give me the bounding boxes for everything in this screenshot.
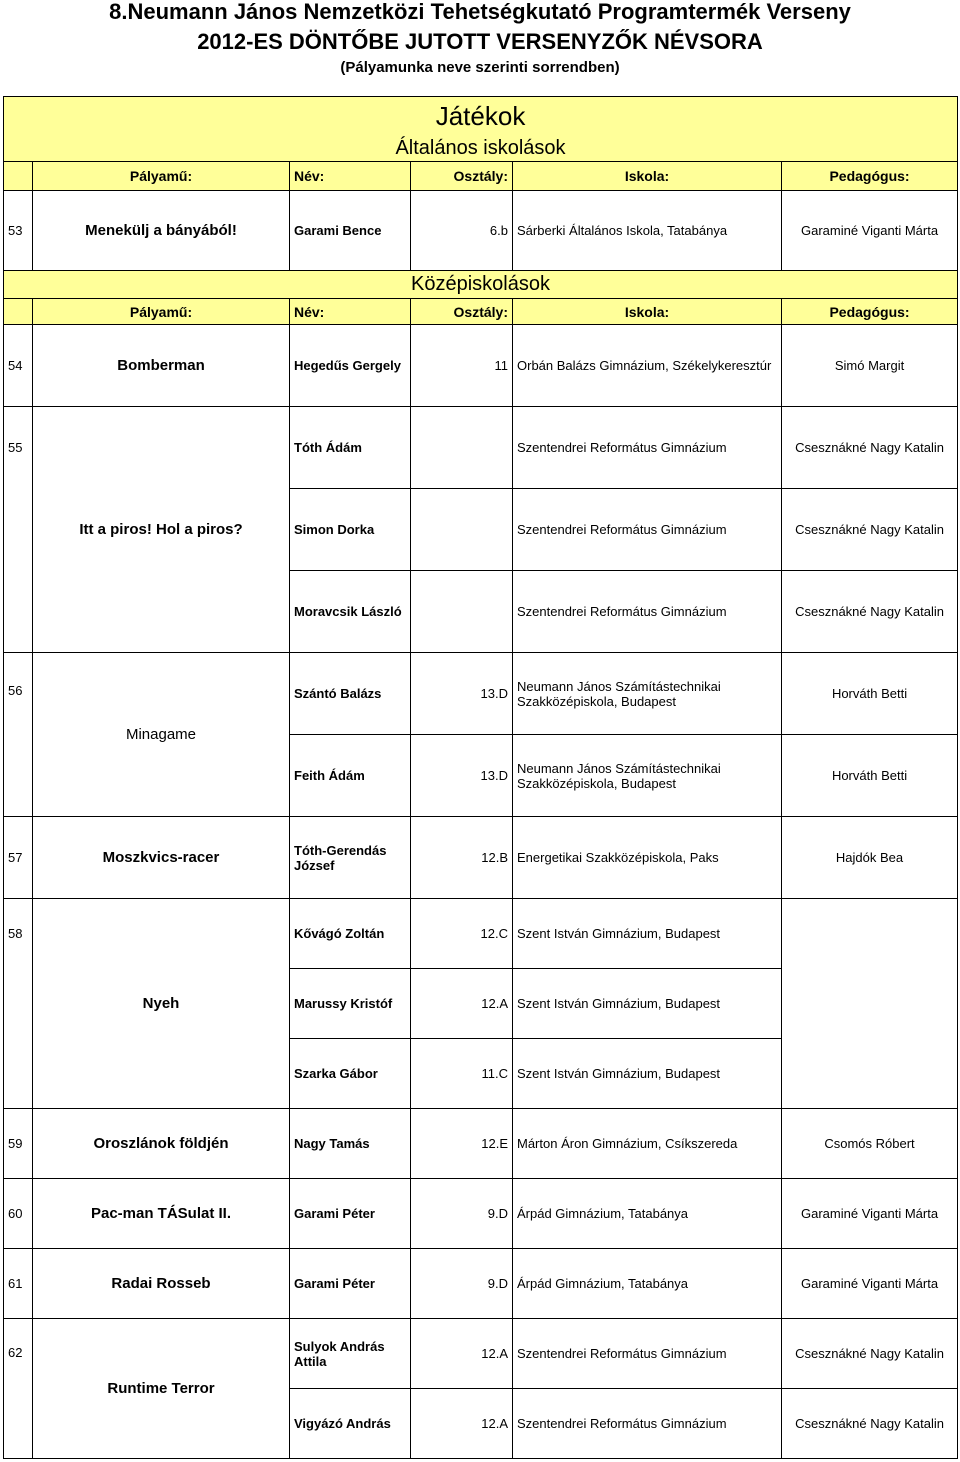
student-class: 9.D	[411, 1249, 513, 1319]
col-header-work: Pályamű:	[33, 299, 290, 325]
page-title: 8.Neumann János Nemzetközi Tehetségkutató Programtermék Verseny	[109, 0, 851, 24]
student-class: 6.b	[411, 191, 513, 271]
teacher-name: Horváth Betti	[782, 653, 958, 735]
teacher-name: Garaminé Viganti Márta	[782, 1179, 958, 1249]
school-name: Árpád Gimnázium, Tatabánya	[513, 1179, 782, 1249]
column-header-row	[4, 162, 958, 191]
school-name: Szent István Gimnázium, Budapest	[513, 969, 782, 1039]
table-row	[4, 1249, 958, 1319]
col-header-work: Pályamű:	[33, 162, 290, 191]
teacher-name: Csesznákné Nagy Katalin	[782, 1389, 958, 1459]
work-title: Moszkvics-racer	[33, 817, 290, 899]
entry-number: 57	[4, 817, 33, 899]
student-name: Szarka Gábor	[290, 1039, 411, 1109]
student-name: Marussy Kristóf	[290, 969, 411, 1039]
school-name: Szentendrei Református Gimnázium	[513, 571, 782, 653]
entry-number: 60	[4, 1179, 33, 1249]
table-row	[4, 325, 958, 407]
school-name: Sárberki Általános Iskola, Tatabánya	[513, 191, 782, 271]
student-class: 11.C	[411, 1039, 513, 1109]
student-class: 12.A	[411, 969, 513, 1039]
student-name: Szántó Balázs	[290, 653, 411, 735]
table-row	[4, 1109, 958, 1179]
student-class: 12.B	[411, 817, 513, 899]
col-header-teacher: Pedagógus:	[782, 299, 958, 325]
student-name: Vigyázó András	[290, 1389, 411, 1459]
table-row	[4, 653, 958, 735]
entry-number: 53	[4, 191, 33, 271]
student-class: 13.D	[411, 735, 513, 817]
student-class: 13.D	[411, 653, 513, 735]
student-name: Hegedűs Gergely	[290, 325, 411, 407]
student-name: Garami Péter	[290, 1179, 411, 1249]
entry-number: 59	[4, 1109, 33, 1179]
table-row	[4, 191, 958, 271]
entry-number: 54	[4, 325, 33, 407]
section-row-secondary	[4, 271, 958, 299]
entry-number: 61	[4, 1249, 33, 1319]
work-title: Menekülj a bányából!	[33, 191, 290, 271]
category-row	[4, 97, 958, 136]
student-name: Sulyok András Attila	[290, 1319, 411, 1389]
table-row	[4, 1039, 958, 1109]
entry-number: 55	[4, 407, 33, 489]
section-row-elementary	[4, 136, 958, 162]
page-note: (Pályamunka neve szerinti sorrendben)	[340, 59, 620, 76]
school-name: Energetikai Szakközépiskola, Paks	[513, 817, 782, 899]
teacher-name: Garaminé Viganti Márta	[782, 1249, 958, 1319]
student-name: Nagy Tamás	[290, 1109, 411, 1179]
school-name: Orbán Balázs Gimnázium, Székelykeresztúr	[513, 325, 782, 407]
school-name: Szent István Gimnázium, Budapest	[513, 899, 782, 969]
section-title-secondary: Középiskolások	[4, 271, 958, 299]
table-row	[4, 969, 958, 1039]
student-class: 9.D	[411, 1179, 513, 1249]
work-title: Runtime Terror	[33, 1319, 290, 1459]
col-header-class: Osztály:	[411, 162, 513, 191]
teacher-name: Csomós Róbert	[782, 1109, 958, 1179]
school-name: Neumann János Számítástechnikai Szakközépiskola, Budapest	[513, 653, 782, 735]
teacher-name: Simó Margit	[782, 325, 958, 407]
table-row	[4, 407, 958, 489]
teacher-name: Garaminé Viganti Márta	[782, 191, 958, 271]
student-class: 12.C	[411, 899, 513, 969]
work-title: Radai Rosseb	[33, 1249, 290, 1319]
entry-number: 56	[4, 653, 33, 817]
entry-number: 62	[4, 1319, 33, 1459]
teacher-name: Horváth Betti	[782, 735, 958, 817]
teacher-name: Csesznákné Nagy Katalin	[782, 571, 958, 653]
table-row	[4, 817, 958, 899]
work-title: Pac-man TÁSulat II.	[33, 1179, 290, 1249]
table-row	[4, 1319, 958, 1389]
student-name: Moravcsik László	[290, 571, 411, 653]
student-name: Garami Bence	[290, 191, 411, 271]
student-name: Tóth-Gerendás József	[290, 817, 411, 899]
section-title-elementary: Általános iskolások	[4, 136, 958, 162]
school-name: Márton Áron Gimnázium, Csíkszereda	[513, 1109, 782, 1179]
work-title: Bomberman	[33, 325, 290, 407]
school-name: Szentendrei Református Gimnázium	[513, 407, 782, 489]
student-name: Feith Ádám	[290, 735, 411, 817]
student-name: Kővágó Zoltán	[290, 899, 411, 969]
results-table	[3, 96, 958, 1459]
student-class: 12.A	[411, 1319, 513, 1389]
teacher-name: Csesznákné Nagy Katalin	[782, 407, 958, 489]
work-title: Minagame	[33, 653, 290, 817]
student-name: Tóth Ádám	[290, 407, 411, 489]
teacher-name: Csesznákné Nagy Katalin	[782, 489, 958, 571]
student-name: Simon Dorka	[290, 489, 411, 571]
school-name: Szentendrei Református Gimnázium	[513, 1389, 782, 1459]
school-name: Szentendrei Református Gimnázium	[513, 1319, 782, 1389]
student-class: 12.A	[411, 1389, 513, 1459]
school-name: Szentendrei Református Gimnázium	[513, 489, 782, 571]
school-name: Neumann János Számítástechnikai Szakközépiskola, Budapest	[513, 735, 782, 817]
student-class: 11	[411, 325, 513, 407]
col-header-name: Név:	[290, 299, 411, 325]
category-title: Játékok	[4, 97, 958, 136]
school-name: Árpád Gimnázium, Tatabánya	[513, 1249, 782, 1319]
work-title: Itt a piros! Hol a piros?	[33, 489, 290, 571]
teacher-name: Csesznákné Nagy Katalin	[782, 1319, 958, 1389]
work-title: Oroszlánok földjén	[33, 1109, 290, 1179]
col-header-class: Osztály:	[411, 299, 513, 325]
col-header-school: Iskola:	[513, 299, 782, 325]
page-subtitle: 2012-ES DÖNTŐBE JUTOTT VERSENYZŐK NÉVSORA	[197, 29, 763, 54]
table-row	[4, 489, 958, 571]
work-title: Nyeh	[33, 969, 290, 1039]
table-row	[4, 1179, 958, 1249]
table-row	[4, 571, 958, 653]
table-row	[4, 899, 958, 969]
col-header-teacher: Pedagógus:	[782, 162, 958, 191]
teacher-name: Hajdók Bea	[782, 817, 958, 899]
student-class: 12.E	[411, 1109, 513, 1179]
col-header-name: Név:	[290, 162, 411, 191]
student-name: Garami Péter	[290, 1249, 411, 1319]
entry-number: 58	[4, 899, 33, 969]
col-header-school: Iskola:	[513, 162, 782, 191]
school-name: Szent István Gimnázium, Budapest	[513, 1039, 782, 1109]
column-header-row	[4, 299, 958, 325]
